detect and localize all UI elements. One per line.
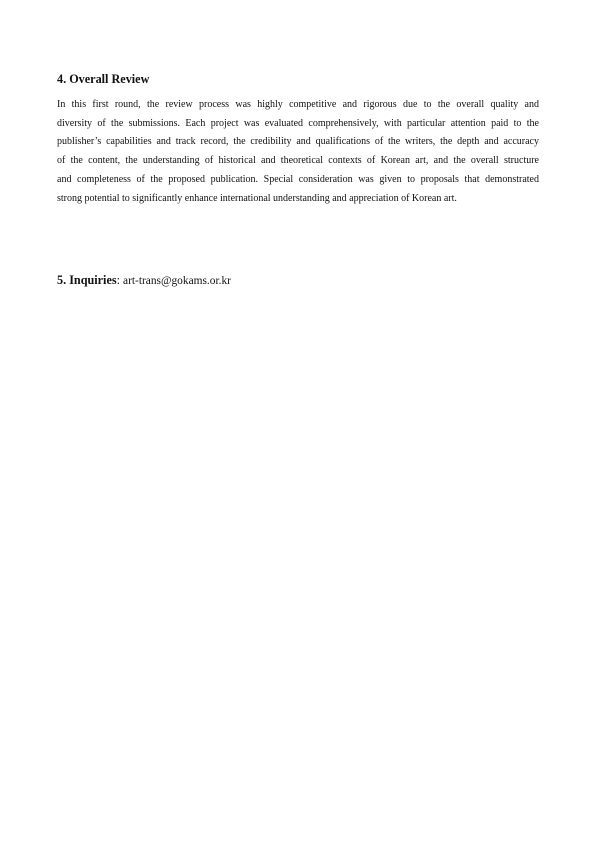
paragraph-line: of the content, the understanding of historical and theoretical contexts of Korean art, and the overall structure <box>57 155 539 167</box>
paragraph-line: strong potential to significantly enhance international understanding and appreciation of Korean art. <box>57 192 457 204</box>
inquiries-line <box>57 272 231 289</box>
paragraph-line: In this first round, the review process was highly competitive and rigorous due to the overall quality and <box>57 99 539 110</box>
inquiries-separator: : <box>116 273 124 287</box>
inquiries-label: 5. Inquiries <box>57 273 117 287</box>
paragraph-line: and completeness of the proposed publication. Special consideration was given to proposals that demonstrated <box>57 173 539 185</box>
paragraph-line: publisher’s capabilities and track record, the credibility and qualifications of the writers, the depth and accuracy <box>57 136 539 148</box>
overall-review-paragraph <box>57 96 539 208</box>
paragraph-line: diversity of the submissions. Each project was evaluated comprehensively, with particular attention paid to the <box>57 117 539 129</box>
inquiries-email: art-trans@gokams.or.kr <box>123 275 231 287</box>
section-heading-overall-review: 4. Overall Review <box>57 72 150 86</box>
